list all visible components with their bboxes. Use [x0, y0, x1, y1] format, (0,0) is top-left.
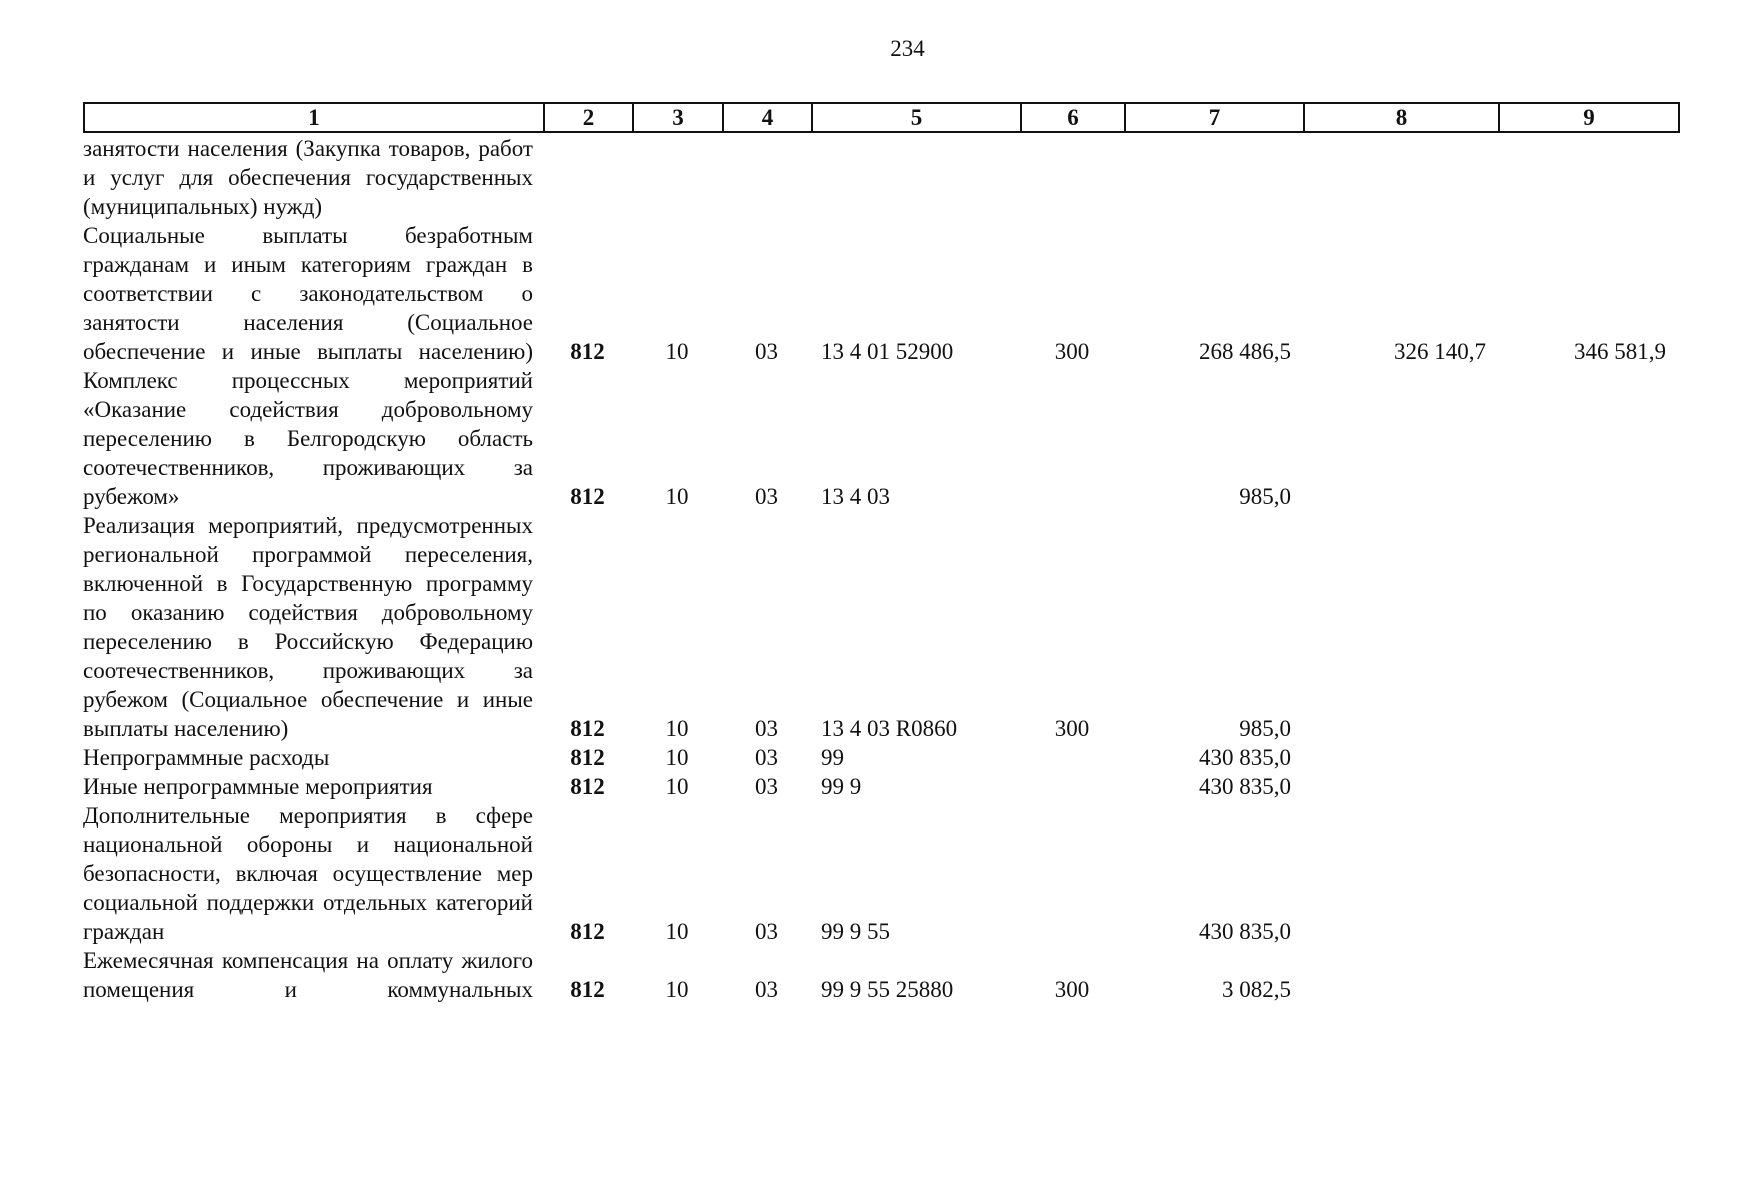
column-header-6: 6	[1021, 103, 1125, 132]
row-description: Реализация мероприятий, предусмотренных региональной программой переселения, включенной в Государственную программу по оказанию содействия добровольному переселению в Российскую Федерацию соотечественников, проживающих за рубежом (Социальное обеспечение и иные выплаты населению)	[83, 513, 533, 741]
cell-col-6	[1020, 134, 1124, 221]
cell-col-8	[1303, 801, 1498, 946]
cell-col-8	[1303, 772, 1498, 801]
cell-col-4: 03	[755, 484, 778, 509]
budget-table	[83, 134, 1678, 1004]
cell-col-3: 10	[665, 774, 689, 799]
cell-col-8	[1303, 946, 1498, 1004]
cell-col-9	[1498, 511, 1678, 743]
table-row	[83, 221, 1678, 366]
cell-col-7: 430 835,0	[1199, 745, 1291, 770]
cell-col-5: 13 4 03 R0860	[821, 716, 958, 741]
row-description: Комплекс процессных мероприятий «Оказание содействия добровольному переселению в Белгородскую область соотечественников, проживающих за рубежом»	[83, 368, 533, 509]
cell-col-8	[1303, 366, 1498, 511]
cell-col-5: 99 9	[821, 774, 862, 799]
cell-col-4	[722, 134, 811, 221]
cell-col-4: 03	[755, 919, 778, 944]
table-row	[83, 772, 1678, 801]
table-row	[83, 134, 1678, 221]
cell-col-7: 985,0	[1239, 484, 1291, 509]
cell-col-2: 812	[570, 919, 605, 944]
column-header-8: 8	[1304, 103, 1499, 132]
cell-col-8: 326 140,7	[1394, 339, 1486, 364]
cell-col-3: 10	[665, 919, 689, 944]
cell-col-9	[1498, 801, 1678, 946]
cell-col-3: 10	[665, 339, 689, 364]
row-description: Ежемесячная компенсация на оплату жилого помещения и коммунальных	[83, 948, 533, 1002]
cell-col-7: 268 486,5	[1199, 339, 1291, 364]
cell-col-2: 812	[570, 774, 605, 799]
cell-col-4: 03	[755, 716, 778, 741]
row-description: Иные непрограммные мероприятия	[83, 774, 433, 799]
table-row	[83, 511, 1678, 743]
cell-col-5: 13 4 01 52900	[821, 339, 954, 364]
cell-col-6	[1020, 772, 1124, 801]
cell-col-9: 346 581,9	[1574, 339, 1666, 364]
column-header-3: 3	[633, 103, 723, 132]
column-header-5: 5	[812, 103, 1021, 132]
row-description: Социальные выплаты безработным гражданам и иным категориям граждан в соответствии с законодательством о занятости населения (Социальное обеспечение и иные выплаты населению)	[83, 223, 533, 364]
cell-col-7: 3 082,5	[1222, 977, 1291, 1002]
row-description: Дополнительные мероприятия в сфере национальной обороны и национальной безопасности, включая осуществление мер социальной поддержки отдельных категорий граждан	[83, 803, 533, 944]
cell-col-5: 99 9 55 25880	[821, 977, 954, 1002]
cell-col-2: 812	[570, 977, 605, 1002]
page-number: 234	[890, 36, 925, 61]
column-header-1: 1	[84, 103, 544, 132]
cell-col-4: 03	[755, 977, 778, 1002]
cell-col-3: 10	[665, 745, 689, 770]
cell-col-6	[1020, 366, 1124, 511]
cell-col-8	[1303, 134, 1498, 221]
cell-col-7: 430 835,0	[1199, 774, 1291, 799]
cell-col-9	[1498, 366, 1678, 511]
cell-col-4: 03	[755, 745, 778, 770]
column-header-4: 4	[723, 103, 812, 132]
cell-col-7	[1124, 134, 1303, 221]
cell-col-6: 300	[1054, 716, 1090, 741]
cell-col-7: 985,0	[1239, 716, 1291, 741]
cell-col-6: 300	[1054, 977, 1090, 1002]
cell-col-6	[1020, 743, 1124, 772]
cell-col-2	[543, 134, 632, 221]
cell-col-3: 10	[665, 977, 689, 1002]
cell-col-5: 13 4 03	[821, 484, 890, 509]
cell-col-7: 430 835,0	[1199, 919, 1291, 944]
cell-col-6	[1020, 801, 1124, 946]
column-header-table	[83, 102, 1680, 133]
table-row	[83, 946, 1678, 1004]
row-description: Непрограммные расходы	[83, 745, 330, 770]
cell-col-8	[1303, 511, 1498, 743]
cell-col-5: 99	[821, 745, 844, 770]
column-header-row	[84, 103, 1679, 132]
cell-col-3: 10	[665, 716, 689, 741]
table-row	[83, 366, 1678, 511]
cell-col-2: 812	[570, 716, 605, 741]
cell-col-2: 812	[570, 339, 605, 364]
cell-col-9	[1498, 946, 1678, 1004]
cell-col-4: 03	[755, 774, 778, 799]
cell-col-8	[1303, 743, 1498, 772]
cell-col-2: 812	[570, 484, 605, 509]
column-header-2: 2	[544, 103, 633, 132]
cell-col-5	[811, 134, 1020, 221]
cell-col-9	[1498, 772, 1678, 801]
cell-col-9	[1498, 743, 1678, 772]
column-header-9: 9	[1499, 103, 1679, 132]
table-row	[83, 743, 1678, 772]
cell-col-2: 812	[570, 745, 605, 770]
cell-col-6: 300	[1054, 339, 1090, 364]
cell-col-5: 99 9 55	[821, 919, 890, 944]
column-header-7: 7	[1125, 103, 1304, 132]
cell-col-9	[1498, 134, 1678, 221]
table-row	[83, 801, 1678, 946]
cell-col-3	[632, 134, 722, 221]
cell-col-4: 03	[755, 339, 778, 364]
cell-col-3: 10	[665, 484, 689, 509]
row-description: занятости населения (Закупка товаров, работ и услуг для обеспечения государственных (муниципальных) нужд)	[83, 136, 533, 219]
